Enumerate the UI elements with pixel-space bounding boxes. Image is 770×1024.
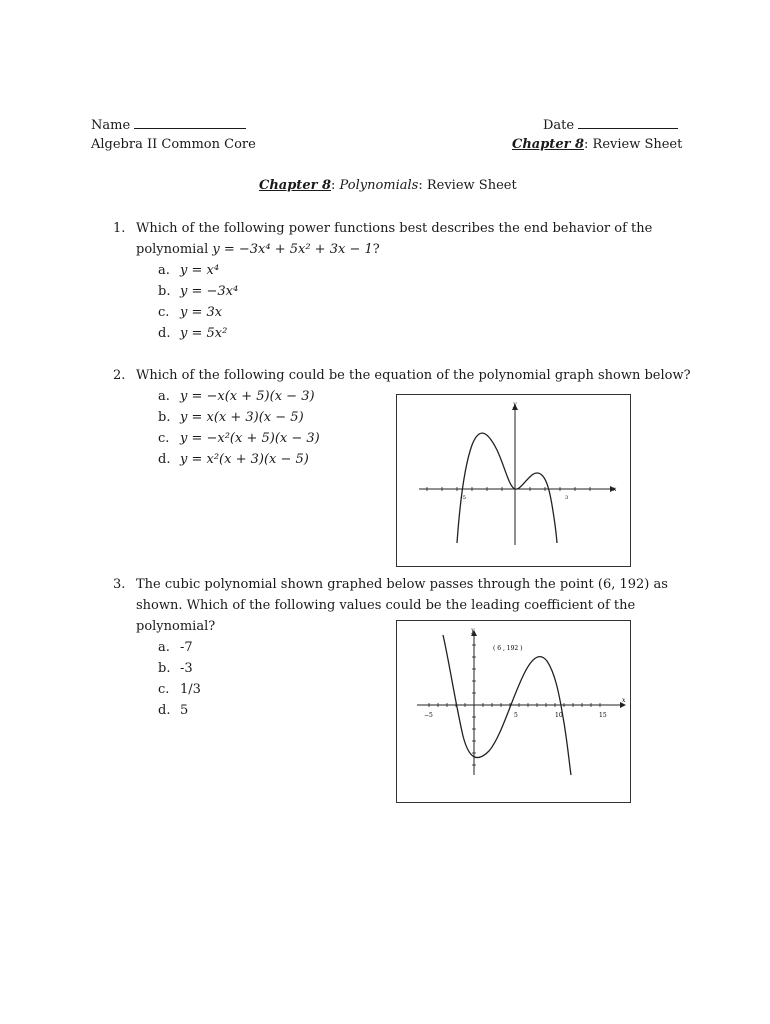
header-chapter [512, 137, 682, 152]
question-1-option-a[interactable]: a. y = x⁴ [158, 263, 220, 278]
header-chapter-label: Chapter 8 [512, 137, 585, 152]
name-label: Name [91, 118, 131, 133]
date-blank[interactable] [578, 116, 678, 129]
question-1-polynomial: y = −3x⁴ + 5x² + 3x − 1 [212, 242, 373, 257]
date-label: Date [543, 118, 575, 133]
question-2-graph [396, 394, 631, 567]
title-rest: : Review Sheet [418, 178, 517, 193]
tick-label-right: 3 [565, 495, 569, 501]
title-sep: : [331, 178, 340, 193]
question-2-text: Which of the following could be the equation of the polynomial graph shown below? [136, 368, 691, 383]
y-axis-label: y [471, 627, 475, 634]
question-1-line2: polynomial y = −3x⁴ + 5x² + 3x − 1? [136, 242, 380, 257]
question-1-line1: Which of the following power functions best describes the end behavior of the [136, 221, 653, 236]
question-3-line1: The cubic polynomial shown graphed below passes through the point (6, 192) as [136, 577, 668, 592]
question-3-graph [396, 620, 631, 803]
title-chapter: Chapter 8 [259, 178, 332, 193]
question-2-option-a[interactable]: a. y = −x(x + 5)(x − 3) [158, 389, 315, 404]
tick-label-5: 5 [514, 712, 518, 719]
name-field[interactable] [91, 116, 246, 133]
question-1-option-d[interactable]: d. y = 5x² [158, 326, 228, 341]
question-1-option-c[interactable]: c. y = 3x [158, 305, 223, 320]
question-3-option-d[interactable]: d. 5 [158, 703, 189, 718]
title-topic: Polynomials [339, 178, 419, 193]
question-2-option-b[interactable]: b. y = x(x + 3)(x − 5) [158, 410, 304, 425]
point-label: ( 6 , 192 ) [493, 645, 523, 652]
x-axis-label: x [622, 697, 626, 704]
y-axis-label: y [513, 401, 517, 408]
question-2-option-c[interactable]: c. y = −x²(x + 5)(x − 3) [158, 431, 320, 446]
question-2-graph-svg [397, 395, 630, 566]
page-title [259, 178, 517, 193]
question-3-option-b[interactable]: b. -3 [158, 661, 193, 676]
name-blank[interactable] [134, 116, 246, 129]
tick-label-left: -5 [461, 495, 466, 501]
question-1-option-b[interactable]: b. y = −3x⁴ [158, 284, 239, 299]
x-axis-label: x [613, 486, 617, 493]
tick-label-15: 15 [599, 712, 607, 719]
tick-label-neg5: −5 [424, 712, 433, 719]
question-3-option-a[interactable]: a. -7 [158, 640, 193, 655]
date-field[interactable] [543, 116, 678, 133]
question-3-graph-svg [397, 621, 630, 802]
header-chapter-suffix: : Review Sheet [584, 137, 683, 152]
question-3-number: 3. [113, 577, 126, 592]
question-1-text [136, 218, 652, 260]
question-1-number: 1. [113, 221, 126, 236]
question-3-line2: shown. Which of the following values could be the leading coefficient of the [136, 598, 636, 613]
question-2-option-d[interactable]: d. y = x²(x + 3)(x − 5) [158, 452, 309, 467]
question-3-option-c[interactable]: c. 1/3 [158, 682, 201, 697]
question-3-line3: polynomial? [136, 619, 216, 634]
course-name: Algebra II Common Core [91, 137, 256, 152]
question-2-number: 2. [113, 368, 126, 383]
tick-label-10: 10 [555, 712, 563, 719]
